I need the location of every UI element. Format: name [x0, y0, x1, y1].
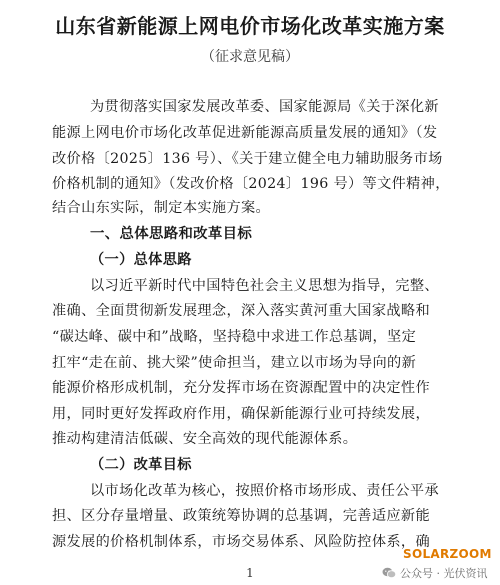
document-subtitle: （征求意见稿）: [201, 49, 299, 65]
page-number: 1: [246, 566, 254, 580]
paragraph-line: 能源上网电价市场化改革促进新能源高质量发展的通知》（发: [52, 125, 438, 141]
paragraph-line: 扛牢“走在前、挑大梁”使命担当，建立以市场为导向的新: [52, 355, 417, 371]
paragraph-line: “碳达峰、碳中和”战略，坚持稳中求进工作总基调，坚定: [52, 329, 417, 345]
paragraph-line: 用，同时更好发挥政府作用，确保新能源行业可持续发展，: [52, 406, 430, 422]
paragraph-line: 为贯彻落实国家发展改革委、国家能源局《关于深化新: [90, 99, 439, 115]
paragraph-line: 准确、全面贯彻新发展理念，深入落实黄河重大国家战略和: [52, 303, 430, 319]
paragraph-line: 以习近平新时代中国特色社会主义思想为指导，完整、: [90, 278, 439, 294]
paragraph-line: 源发展的价格机制体系，市场交易体系、风险防控体系，确: [52, 534, 430, 550]
paragraph-line: 结合山东实际，制定本实施方案。: [52, 200, 271, 216]
wechat-icon: [382, 567, 396, 579]
paragraph-line: 以市场化改革为核心，按照价格市场形成、责任公平承: [90, 483, 439, 499]
subsection-heading: （一）总体思路: [90, 252, 192, 268]
subsection-heading: （二）改革目标: [90, 457, 192, 473]
paragraph-line: 推动构建清洁低碳、安全高效的现代能源体系。: [52, 431, 358, 447]
solarzoom-watermark: SOLARZOOM: [403, 547, 492, 561]
paragraph-line: 能源价格形成机制，充分发挥市场在资源配置中的决定性作: [52, 380, 430, 396]
document-title: 山东省新能源上网电价市场化改革实施方案: [55, 14, 445, 38]
paragraph-line: 改价格〔2025〕136 号）、《关于建立健全电力辅助服务市场: [52, 151, 443, 167]
section-heading: 一、总体思路和改革目标: [90, 225, 253, 242]
paragraph-line: 价格机制的通知》（发改价格〔2024〕196 号）等文件精神，: [52, 176, 450, 192]
wechat-source-badge: [382, 565, 488, 581]
wechat-source-label: 公众号 · 光伏资讯: [400, 567, 488, 580]
paragraph-line: 担、区分存量增量、政策统筹协调的总基调，完善适应新能: [52, 508, 430, 524]
